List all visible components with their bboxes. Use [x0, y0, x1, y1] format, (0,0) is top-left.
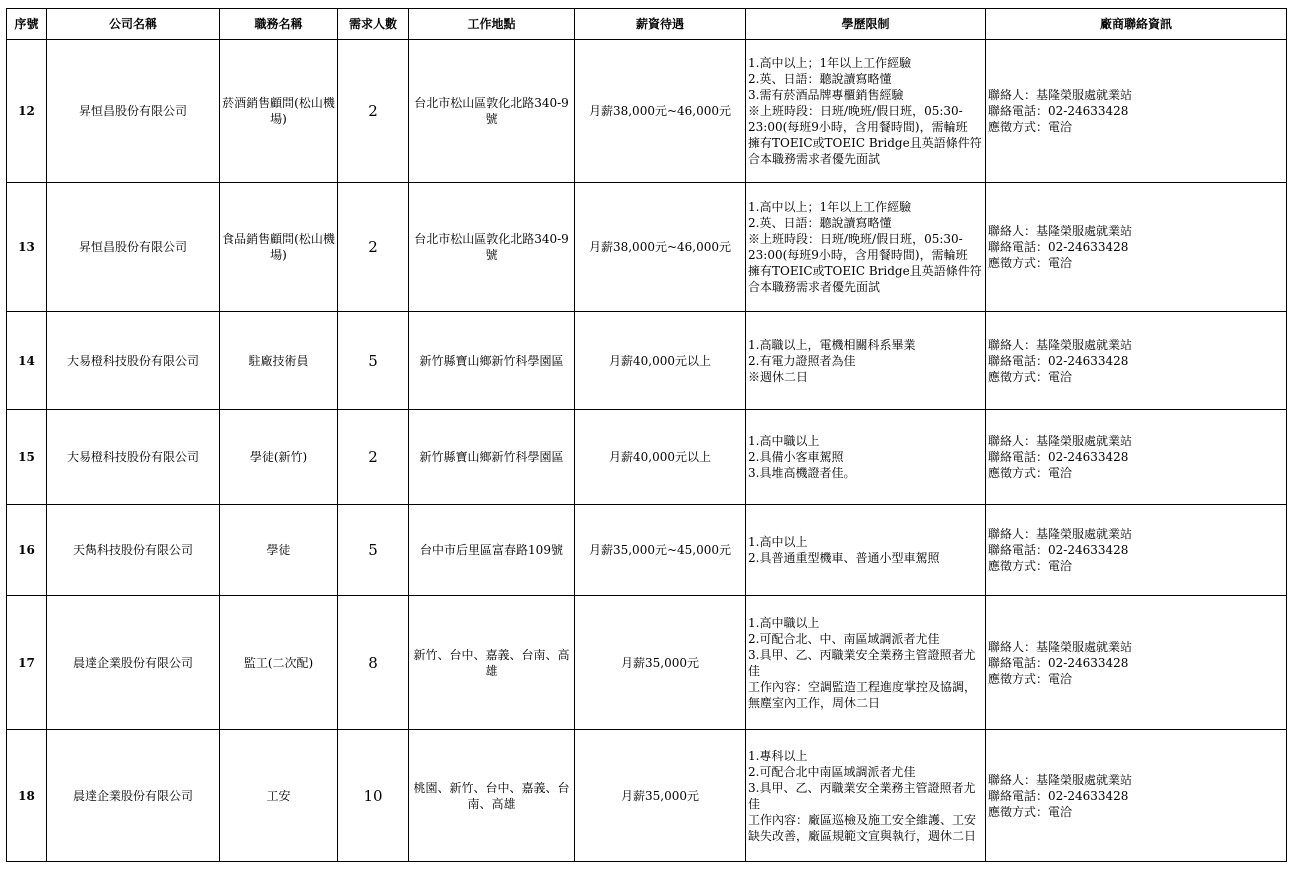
serial-cell: 15 — [7, 410, 47, 505]
location-cell: 台北市松山區敦化北路340-9號 — [409, 40, 575, 183]
company-cell: 大易橙科技股份有限公司 — [47, 410, 220, 505]
job-title-cell: 監工(二次配) — [220, 596, 338, 730]
job-title-cell: 工安 — [220, 730, 338, 862]
serial-cell: 12 — [7, 40, 47, 183]
job-title-cell: 學徒(新竹) — [220, 410, 338, 505]
education-cell: 1.高職以上，電機相關科系畢業 2.有電力證照者為佳 ※週休二日 — [746, 312, 986, 410]
contact-cell: 聯絡人：基隆榮服處就業站 聯絡電話：02-24633428 應徵方式：電洽 — [986, 505, 1287, 596]
company-cell: 晨達企業股份有限公司 — [47, 730, 220, 862]
header-row — [7, 9, 1287, 40]
header-salary: 薪資待遇 — [575, 9, 746, 40]
table-row — [7, 505, 1287, 596]
location-cell: 新竹縣寶山鄉新竹科學園區 — [409, 410, 575, 505]
headcount-cell: 5 — [338, 505, 409, 596]
salary-cell: 月薪35,000元 — [575, 596, 746, 730]
job-listing-table — [6, 8, 1287, 862]
location-cell: 桃園、新竹、台中、嘉義、台南、高雄 — [409, 730, 575, 862]
salary-cell: 月薪38,000元~46,000元 — [575, 183, 746, 312]
header-headcount: 需求人數 — [338, 9, 409, 40]
education-cell: 1.高中職以上 2.具備小客車駕照 3.具堆高機證者佳。 — [746, 410, 986, 505]
header-location: 工作地點 — [409, 9, 575, 40]
headcount-cell: 5 — [338, 312, 409, 410]
header-contact: 廠商聯絡資訊 — [986, 9, 1287, 40]
table-row — [7, 183, 1287, 312]
serial-cell: 18 — [7, 730, 47, 862]
location-cell: 新竹縣寶山鄉新竹科學園區 — [409, 312, 575, 410]
company-cell: 大易橙科技股份有限公司 — [47, 312, 220, 410]
headcount-cell: 8 — [338, 596, 409, 730]
job-title-cell: 食品銷售顧問(松山機場) — [220, 183, 338, 312]
salary-cell: 月薪40,000元以上 — [575, 312, 746, 410]
salary-cell: 月薪35,000元 — [575, 730, 746, 862]
header-serial: 序號 — [7, 9, 47, 40]
header-education: 學歷限制 — [746, 9, 986, 40]
contact-cell: 聯絡人：基隆榮服處就業站 聯絡電話：02-24633428 應徵方式：電洽 — [986, 183, 1287, 312]
job-title-cell: 菸酒銷售顧問(松山機場) — [220, 40, 338, 183]
education-cell: 1.專科以上 2.可配合北中南區域調派者尤佳 3.具甲、乙、丙職業安全業務主管證照者尤佳 工作內容：廠區巡檢及施工安全維護、工安缺失改善，廠區規範文宣與執行，週休二日 — [746, 730, 986, 862]
contact-cell: 聯絡人：基隆榮服處就業站 聯絡電話：02-24633428 應徵方式：電洽 — [986, 410, 1287, 505]
headcount-cell: 2 — [338, 410, 409, 505]
education-cell: 1.高中以上；1年以上工作經驗 2.英、日語：聽說讀寫略懂 ※上班時段：日班/晚班/假日班，05:30-23:00(每班9小時，含用餐時間)，需輪班 擁有TOEIC或TOEIC Bridge且英語條件符合本職務需求者優先面試 — [746, 183, 986, 312]
location-cell: 台北市松山區敦化北路340-9號 — [409, 183, 575, 312]
header-job-title: 職務名稱 — [220, 9, 338, 40]
education-cell: 1.高中以上；1年以上工作經驗 2.英、日語：聽說讀寫略懂 3.需有菸酒品牌專櫃銷售經驗 ※上班時段：日班/晚班/假日班，05:30-23:00(每班9小時，含用餐時間)，需輪班 擁有TOEIC或TOEIC Bridge且英語條件符合本職務需求者優先面試 — [746, 40, 986, 183]
table-row — [7, 312, 1287, 410]
headcount-cell: 2 — [338, 183, 409, 312]
company-cell: 昇恒昌股份有限公司 — [47, 40, 220, 183]
company-cell: 晨達企業股份有限公司 — [47, 596, 220, 730]
headcount-cell: 10 — [338, 730, 409, 862]
serial-cell: 13 — [7, 183, 47, 312]
company-cell: 昇恒昌股份有限公司 — [47, 183, 220, 312]
contact-cell: 聯絡人：基隆榮服處就業站 聯絡電話：02-24633428 應徵方式：電洽 — [986, 312, 1287, 410]
location-cell: 新竹、台中、嘉義、台南、高雄 — [409, 596, 575, 730]
salary-cell: 月薪35,000元~45,000元 — [575, 505, 746, 596]
serial-cell: 16 — [7, 505, 47, 596]
table-row — [7, 40, 1287, 183]
job-title-cell: 學徒 — [220, 505, 338, 596]
salary-cell: 月薪38,000元~46,000元 — [575, 40, 746, 183]
serial-cell: 14 — [7, 312, 47, 410]
education-cell: 1.高中以上 2.具普通重型機車、普通小型車駕照 — [746, 505, 986, 596]
contact-cell: 聯絡人：基隆榮服處就業站 聯絡電話：02-24633428 應徵方式：電洽 — [986, 596, 1287, 730]
table-row — [7, 596, 1287, 730]
table-row — [7, 730, 1287, 862]
headcount-cell: 2 — [338, 40, 409, 183]
location-cell: 台中市后里區富春路109號 — [409, 505, 575, 596]
contact-cell: 聯絡人：基隆榮服處就業站 聯絡電話：02-24633428 應徵方式：電洽 — [986, 40, 1287, 183]
education-cell: 1.高中職以上 2.可配合北、中、南區域調派者尤佳 3.具甲、乙、丙職業安全業務主管證照者尤佳 工作內容：空調監造工程進度掌控及協調，無塵室內工作，周休二日 — [746, 596, 986, 730]
contact-cell: 聯絡人：基隆榮服處就業站 聯絡電話：02-24633428 應徵方式：電洽 — [986, 730, 1287, 862]
salary-cell: 月薪40,000元以上 — [575, 410, 746, 505]
table-row — [7, 410, 1287, 505]
company-cell: 天雋科技股份有限公司 — [47, 505, 220, 596]
header-company: 公司名稱 — [47, 9, 220, 40]
job-title-cell: 駐廠技術員 — [220, 312, 338, 410]
serial-cell: 17 — [7, 596, 47, 730]
